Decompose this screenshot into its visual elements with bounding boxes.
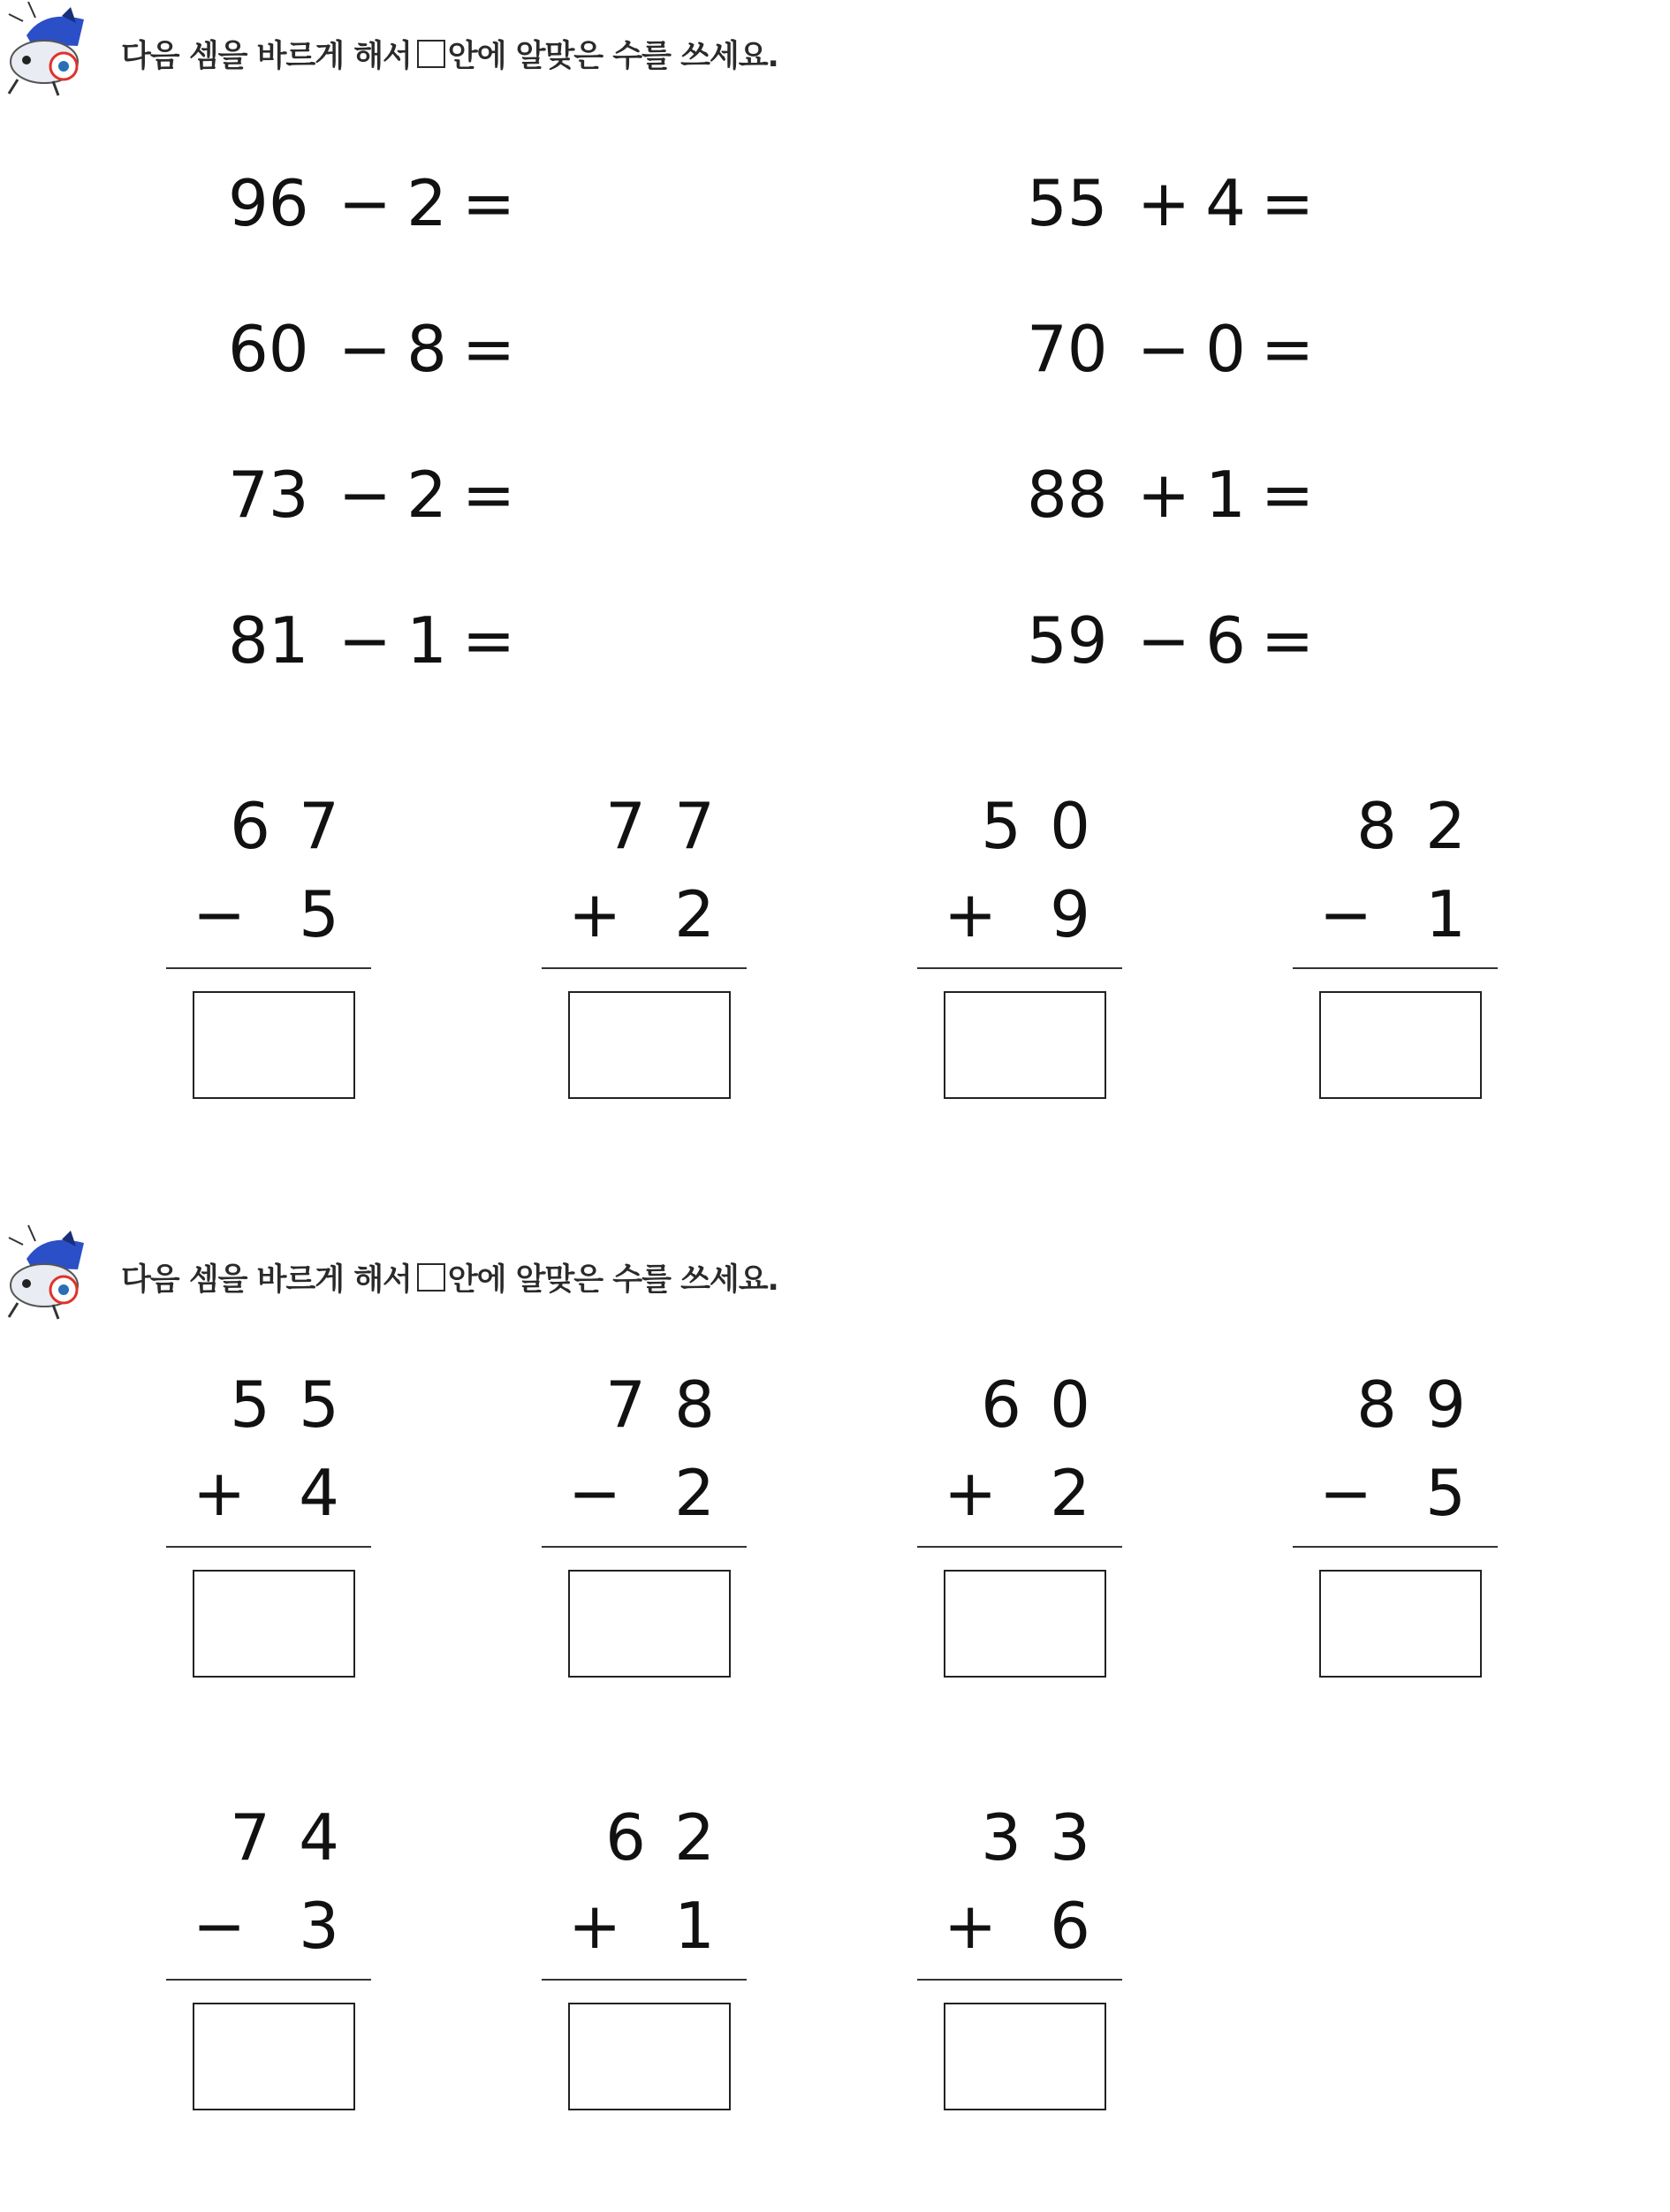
ones-digit: 2 <box>674 877 715 951</box>
sum-line <box>917 1979 1122 1981</box>
ones-digit: 4 <box>299 1800 339 1875</box>
operator: − <box>1319 1456 1373 1530</box>
equals-sign: = <box>1260 312 1315 386</box>
instruction-text-before: 다음 셈을 바르게 해서 <box>121 39 412 74</box>
vertical-problem-11 <box>917 1798 1122 2142</box>
vertical-problem-8 <box>1293 1365 1498 1709</box>
vertical-problem-7 <box>917 1365 1122 1709</box>
operator: − <box>338 458 392 532</box>
operator: − <box>1136 603 1191 678</box>
operator: + <box>193 1456 247 1530</box>
operator: − <box>193 1889 247 1963</box>
operand-b: 8 <box>406 312 447 386</box>
ones-digit: 3 <box>299 1889 339 1963</box>
vertical-problem-3 <box>917 786 1122 1131</box>
horizontal-problem-5 <box>228 446 520 543</box>
vertical-problem-1 <box>166 786 371 1131</box>
top-number <box>166 786 371 866</box>
operand-a: 73 <box>228 458 309 532</box>
operator: + <box>1136 166 1191 240</box>
vertical-problem-6 <box>542 1365 747 1709</box>
equals-sign: = <box>461 458 516 532</box>
operand-b: 6 <box>1205 603 1246 678</box>
operator: + <box>944 1889 998 1963</box>
top-number <box>166 1365 371 1444</box>
tens-digit: 6 <box>981 1367 1021 1442</box>
ones-digit: 4 <box>299 1456 339 1530</box>
answer-box[interactable] <box>944 2003 1106 2110</box>
answer-box[interactable] <box>193 2003 355 2110</box>
top-number <box>1293 1365 1498 1444</box>
ones-digit: 2 <box>1050 1456 1090 1530</box>
operand-a: 60 <box>228 312 309 386</box>
ones-digit: 6 <box>1050 1889 1090 1963</box>
horizontal-problem-3 <box>228 300 520 398</box>
operand-a: 96 <box>228 166 309 240</box>
operand-a: 55 <box>1027 166 1108 240</box>
answer-box[interactable] <box>1319 991 1482 1099</box>
answer-box-icon <box>417 1263 445 1292</box>
tens-digit: 6 <box>230 789 270 863</box>
tens-digit: 7 <box>605 1367 646 1442</box>
operator: − <box>568 1456 622 1530</box>
operand-b: 1 <box>1205 458 1246 532</box>
sum-line <box>542 1546 747 1548</box>
instruction-header-1 <box>0 0 884 97</box>
tens-digit: 8 <box>1356 1367 1397 1442</box>
sum-line <box>1293 967 1498 969</box>
ones-digit: 7 <box>299 789 339 863</box>
bottom-number <box>542 875 747 954</box>
bottom-number <box>542 1886 747 1966</box>
top-number <box>542 1365 747 1444</box>
tens-digit: 7 <box>605 789 646 863</box>
bottom-number <box>917 1453 1122 1533</box>
ones-digit: 5 <box>299 877 339 951</box>
answer-box[interactable] <box>944 991 1106 1099</box>
operator: + <box>568 877 622 951</box>
operand-a: 81 <box>228 603 309 678</box>
operand-b: 2 <box>406 166 447 240</box>
horizontal-problem-2 <box>1027 155 1318 252</box>
top-number <box>166 1798 371 1877</box>
answer-box-icon <box>417 40 445 68</box>
ones-digit: 5 <box>299 1367 339 1442</box>
horizontal-problem-1 <box>228 155 520 252</box>
operator: − <box>338 166 392 240</box>
ones-digit: 7 <box>674 789 715 863</box>
instruction-text-after: 안에 알맞은 수를 쓰세요. <box>447 39 778 74</box>
vertical-problem-2 <box>542 786 747 1131</box>
bottom-number <box>1293 875 1498 954</box>
vertical-problem-4 <box>1293 786 1498 1131</box>
sum-line <box>917 1546 1122 1548</box>
answer-box[interactable] <box>193 991 355 1099</box>
ones-digit: 5 <box>1425 1456 1466 1530</box>
horizontal-problem-8 <box>1027 592 1318 689</box>
ones-digit: 9 <box>1050 877 1090 951</box>
instruction-text <box>121 1255 778 1299</box>
mascot-icon <box>0 0 97 97</box>
answer-box[interactable] <box>568 1570 731 1678</box>
bottom-number <box>166 875 371 954</box>
sum-line <box>166 1979 371 1981</box>
ones-digit: 1 <box>674 1889 715 1963</box>
instruction-text-after: 안에 알맞은 수를 쓰세요. <box>447 1262 778 1298</box>
answer-box[interactable] <box>568 2003 731 2110</box>
answer-box[interactable] <box>193 1570 355 1678</box>
operator: − <box>1319 877 1373 951</box>
operand-b: 4 <box>1205 166 1246 240</box>
vertical-problem-9 <box>166 1798 371 2142</box>
tens-digit: 5 <box>230 1367 270 1442</box>
bottom-number <box>917 1886 1122 1966</box>
ones-digit: 2 <box>1425 789 1466 863</box>
instruction-header-2 <box>0 1223 884 1321</box>
equals-sign: = <box>461 603 516 678</box>
top-number <box>542 786 747 866</box>
answer-box[interactable] <box>568 991 731 1099</box>
ones-digit: 3 <box>1050 1800 1090 1875</box>
operator: + <box>944 877 998 951</box>
top-number <box>1293 786 1498 866</box>
operand-a: 88 <box>1027 458 1108 532</box>
tens-digit: 3 <box>981 1800 1021 1875</box>
ones-digit: 1 <box>1425 877 1466 951</box>
operand-a: 59 <box>1027 603 1108 678</box>
sum-line <box>166 967 371 969</box>
operator: + <box>944 1456 998 1530</box>
sum-line <box>542 1979 747 1981</box>
operand-b: 1 <box>406 603 447 678</box>
equals-sign: = <box>1260 166 1315 240</box>
instruction-text-before: 다음 셈을 바르게 해서 <box>121 1262 412 1298</box>
equals-sign: = <box>461 312 516 386</box>
top-number <box>917 1798 1122 1877</box>
sum-line <box>166 1546 371 1548</box>
horizontal-problem-6 <box>1027 446 1318 543</box>
bottom-number <box>1293 1453 1498 1533</box>
tens-digit: 5 <box>981 789 1021 863</box>
tens-digit: 6 <box>605 1800 646 1875</box>
tens-digit: 8 <box>1356 789 1397 863</box>
bottom-number <box>917 875 1122 954</box>
operator: + <box>1136 458 1191 532</box>
answer-box[interactable] <box>1319 1570 1482 1678</box>
bottom-number <box>166 1453 371 1533</box>
bottom-number <box>542 1453 747 1533</box>
equals-sign: = <box>461 166 516 240</box>
operand-a: 70 <box>1027 312 1108 386</box>
bottom-number <box>166 1886 371 1966</box>
ones-digit: 2 <box>674 1456 715 1530</box>
mascot-icon <box>0 1223 97 1321</box>
horizontal-problem-4 <box>1027 300 1318 398</box>
top-number <box>917 786 1122 866</box>
ones-digit: 9 <box>1425 1367 1466 1442</box>
operand-b: 2 <box>406 458 447 532</box>
sum-line <box>1293 1546 1498 1548</box>
answer-box[interactable] <box>944 1570 1106 1678</box>
operator: − <box>193 877 247 951</box>
tens-digit: 7 <box>230 1800 270 1875</box>
operator: − <box>338 312 392 386</box>
operator: − <box>338 603 392 678</box>
operator: + <box>568 1889 622 1963</box>
ones-digit: 8 <box>674 1367 715 1442</box>
sum-line <box>917 967 1122 969</box>
instruction-text <box>121 32 778 76</box>
equals-sign: = <box>1260 458 1315 532</box>
sum-line <box>542 967 747 969</box>
vertical-problem-5 <box>166 1365 371 1709</box>
vertical-problem-10 <box>542 1798 747 2142</box>
top-number <box>917 1365 1122 1444</box>
operand-b: 0 <box>1205 312 1246 386</box>
ones-digit: 2 <box>674 1800 715 1875</box>
top-number <box>542 1798 747 1877</box>
ones-digit: 0 <box>1050 1367 1090 1442</box>
operator: − <box>1136 312 1191 386</box>
ones-digit: 0 <box>1050 789 1090 863</box>
horizontal-problem-7 <box>228 592 520 689</box>
equals-sign: = <box>1260 603 1315 678</box>
